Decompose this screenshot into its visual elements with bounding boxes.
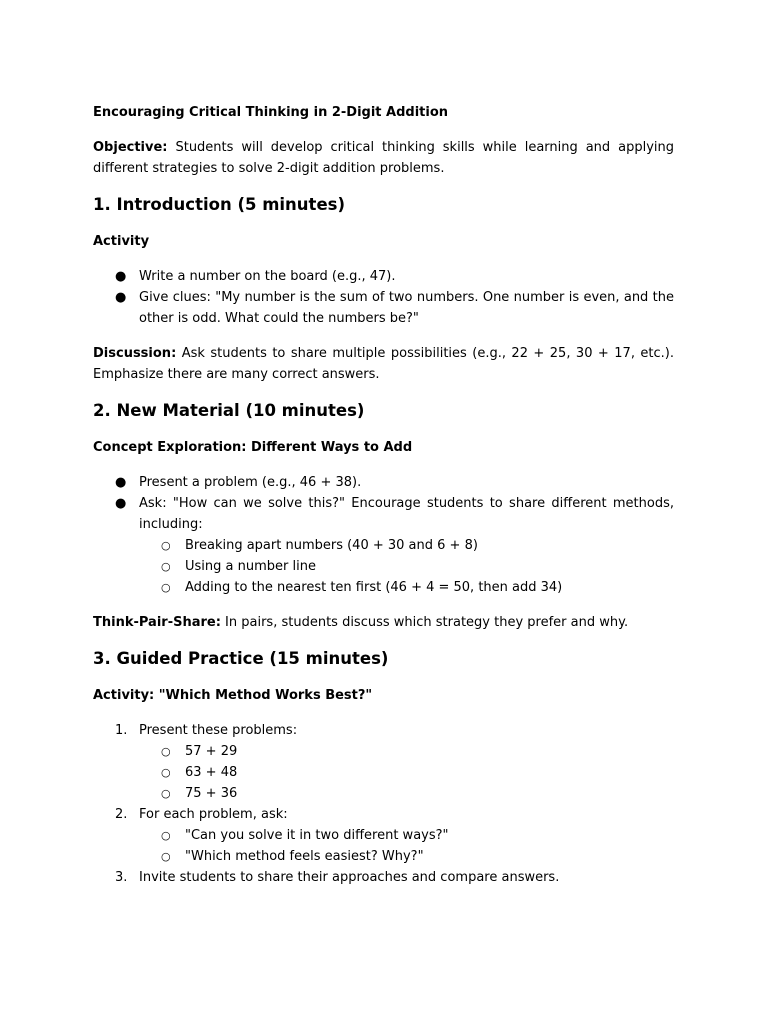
list-number: 2. [115, 807, 128, 822]
subheading-which-method: Activity: "Which Method Works Best?" [93, 688, 373, 703]
bullet-icon: ● [115, 290, 127, 305]
document-page [93, 102, 674, 902]
sub-list-item [139, 825, 674, 846]
think-pair-share-paragraph [93, 612, 674, 633]
sub-list-item-text: 75 + 36 [185, 786, 238, 801]
sub-list-item [139, 535, 674, 556]
bullet-icon: ● [115, 496, 127, 511]
sub-list-item-text: "Can you solve it in two different ways?" [185, 828, 449, 843]
sub-list-item [139, 846, 674, 867]
section-heading-new-material: 2. New Material (10 minutes) [93, 401, 365, 420]
list-item [93, 867, 674, 888]
subheading-concept-exploration: Concept Exploration: Different Ways to Add [93, 440, 413, 455]
sub-list-item [139, 783, 674, 804]
list-item [93, 804, 674, 825]
list-number: 3. [115, 870, 128, 885]
discussion-paragraph [93, 343, 674, 385]
nested-list-container [93, 535, 674, 598]
section-heading-introduction: 1. Introduction (5 minutes) [93, 195, 345, 214]
section-heading-guided-practice: 3. Guided Practice (15 minutes) [93, 649, 389, 668]
hollow-bullet-icon: ○ [161, 829, 171, 842]
problem-sub-list [93, 741, 674, 804]
list-item-text: Ask: "How can we solve this?" Encourage students to share different methods, including: [139, 496, 674, 532]
new-material-bullet-list [93, 472, 674, 598]
nested-list-container [93, 741, 674, 804]
discussion-text: Ask students to share multiple possibilities (e.g., 22 + 25, 30 + 17, etc.). Emphasize there are many correct answers. [93, 346, 674, 382]
sub-list-item [139, 762, 674, 783]
list-item [93, 493, 674, 535]
list-number: 1. [115, 723, 128, 738]
sub-list-item [139, 577, 674, 598]
list-item [93, 266, 674, 287]
intro-bullet-list [93, 266, 674, 329]
document-title: Encouraging Critical Thinking in 2-Digit Addition [93, 105, 449, 120]
discussion-label: Discussion: [93, 346, 177, 361]
guided-practice-numbered-list [93, 720, 674, 888]
hollow-bullet-icon: ○ [161, 539, 171, 552]
objective-paragraph [93, 137, 674, 179]
hollow-bullet-icon: ○ [161, 581, 171, 594]
sub-list-item-text: 57 + 29 [185, 744, 238, 759]
sub-list-item [139, 556, 674, 577]
method-sub-list [93, 535, 674, 598]
list-item [93, 720, 674, 741]
question-sub-list [93, 825, 674, 867]
hollow-bullet-icon: ○ [161, 850, 171, 863]
hollow-bullet-icon: ○ [161, 745, 171, 758]
objective-text: Students will develop critical thinking skills while learning and applying different strategies to solve 2-digit addition problems. [93, 140, 674, 176]
think-pair-share-label: Think-Pair-Share: [93, 615, 221, 630]
list-item [93, 472, 674, 493]
list-item-text: Present a problem (e.g., 46 + 38). [139, 475, 362, 490]
sub-list-item-text: 63 + 48 [185, 765, 238, 780]
hollow-bullet-icon: ○ [161, 560, 171, 573]
sub-list-item-text: Adding to the nearest ten first (46 + 4 = 50, then add 34) [185, 580, 563, 595]
list-item-text: For each problem, ask: [139, 807, 288, 822]
sub-list-item-text: Breaking apart numbers (40 + 30 and 6 + 8) [185, 538, 478, 553]
nested-list-container [93, 825, 674, 867]
list-item-text: Write a number on the board (e.g., 47). [139, 269, 396, 284]
sub-list-item-text: "Which method feels easiest? Why?" [185, 849, 424, 864]
list-item-text: Present these problems: [139, 723, 298, 738]
bullet-icon: ● [115, 475, 127, 490]
bullet-icon: ● [115, 269, 127, 284]
list-item-text: Give clues: "My number is the sum of two numbers. One number is even, and the other is odd. What could the numbers be?" [139, 290, 674, 326]
hollow-bullet-icon: ○ [161, 766, 171, 779]
sub-list-item-text: Using a number line [185, 559, 316, 574]
sub-list-item [139, 741, 674, 762]
objective-label: Objective: [93, 140, 168, 155]
subheading-activity: Activity [93, 234, 150, 249]
hollow-bullet-icon: ○ [161, 787, 171, 800]
list-item-text: Invite students to share their approaches and compare answers. [139, 870, 560, 885]
list-item [93, 287, 674, 329]
think-pair-share-text: In pairs, students discuss which strategy they prefer and why. [225, 615, 629, 630]
